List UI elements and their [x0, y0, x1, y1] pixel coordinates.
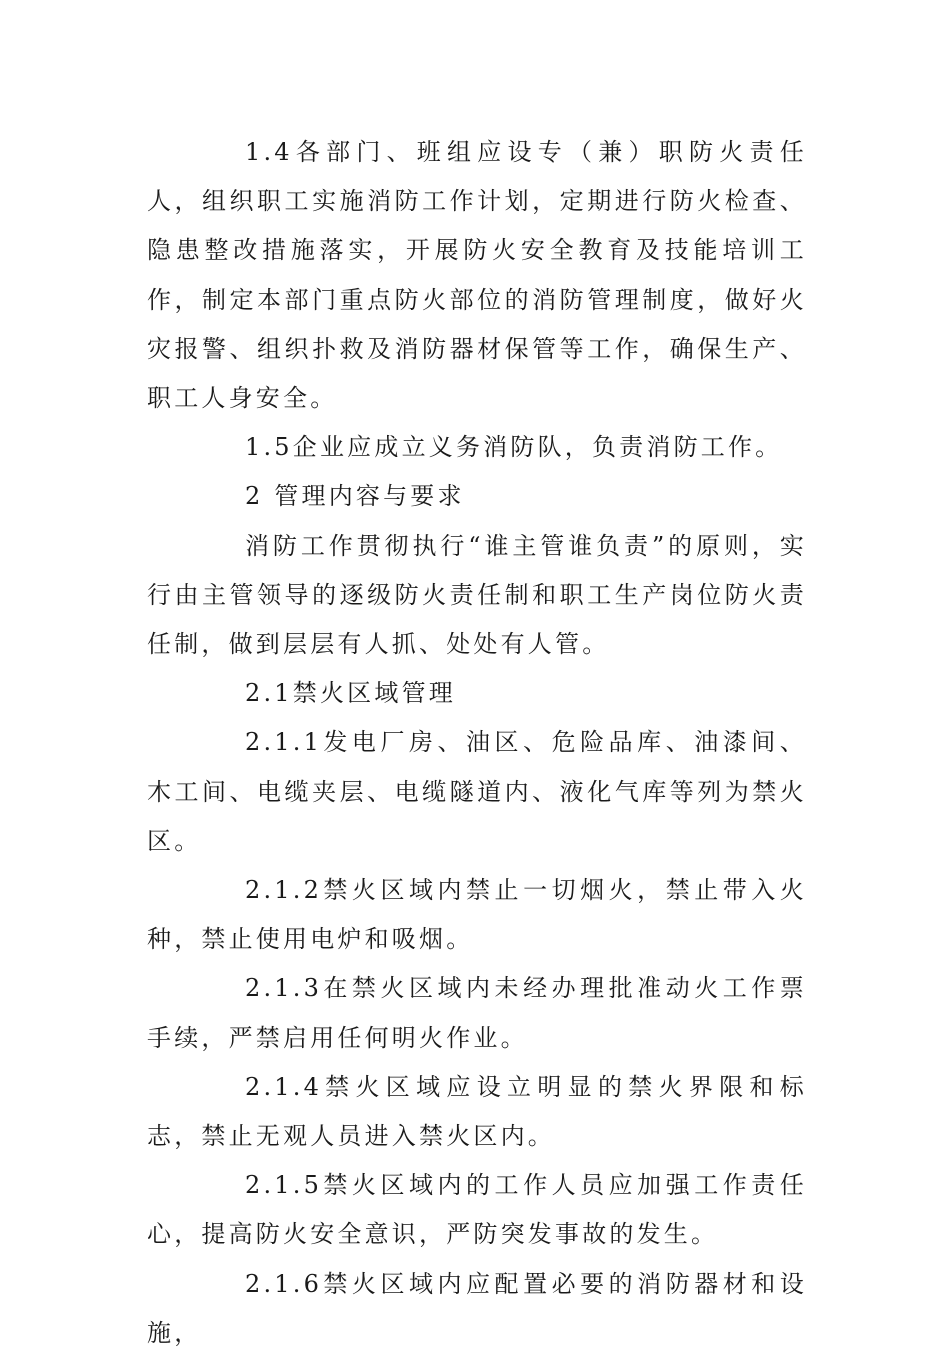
paragraph-section-2-intro: 消防工作贯彻执行“谁主管谁负责”的原则，实行由主管领导的逐级防火责任制和职工生产岗位防火责任制，做到层层有人抓、处处有人管。 — [147, 531, 807, 659]
paragraph-2-1-5: 2.1.5禁火区域内的工作人员应加强工作责任心，提高防火安全意识，严防突发事故的发生。 — [147, 1171, 807, 1249]
paragraph-1-4: 1.4各部门、班组应设专（兼）职防火责任人，组织职工实施消防工作计划，定期进行防火检查、隐患整改措施落实，开展防火安全教育及技能培训工作，制定本部门重点防火部位的消防管理制度，做好火灾报警、组织扑救及消防器材保管等工作，确保生产、职工人身安全。 — [147, 138, 807, 413]
paragraph-2-1-2: 2.1.2禁火区域内禁止一切烟火，禁止带入火种，禁止使用电炉和吸烟。 — [147, 876, 807, 954]
section-heading-2: 2 管理内容与要求 — [245, 482, 465, 511]
subsection-heading-2-1: 2.1禁火区域管理 — [245, 679, 456, 708]
paragraph-2-1-3: 2.1.3在禁火区域内未经办理批准动火工作票手续，严禁启用任何明火作业。 — [147, 974, 807, 1052]
paragraph-2-1-4: 2.1.4禁火区域应设立明显的禁火界限和标志，禁止无观人员进入禁火区内。 — [147, 1072, 807, 1151]
paragraph-2-1-1: 2.1.1发电厂房、油区、危险品库、油漆间、木工间、电缆夹层、电缆隧道内、液化气库等列为禁火区。 — [147, 728, 807, 855]
paragraph-2-1-6: 2.1.6禁火区域内应配置必要的消防器材和设施， — [147, 1269, 807, 1347]
paragraph-1-5: 1.5企业应成立义务消防队，负责消防工作。 — [245, 433, 783, 462]
document-body — [147, 128, 807, 1358]
